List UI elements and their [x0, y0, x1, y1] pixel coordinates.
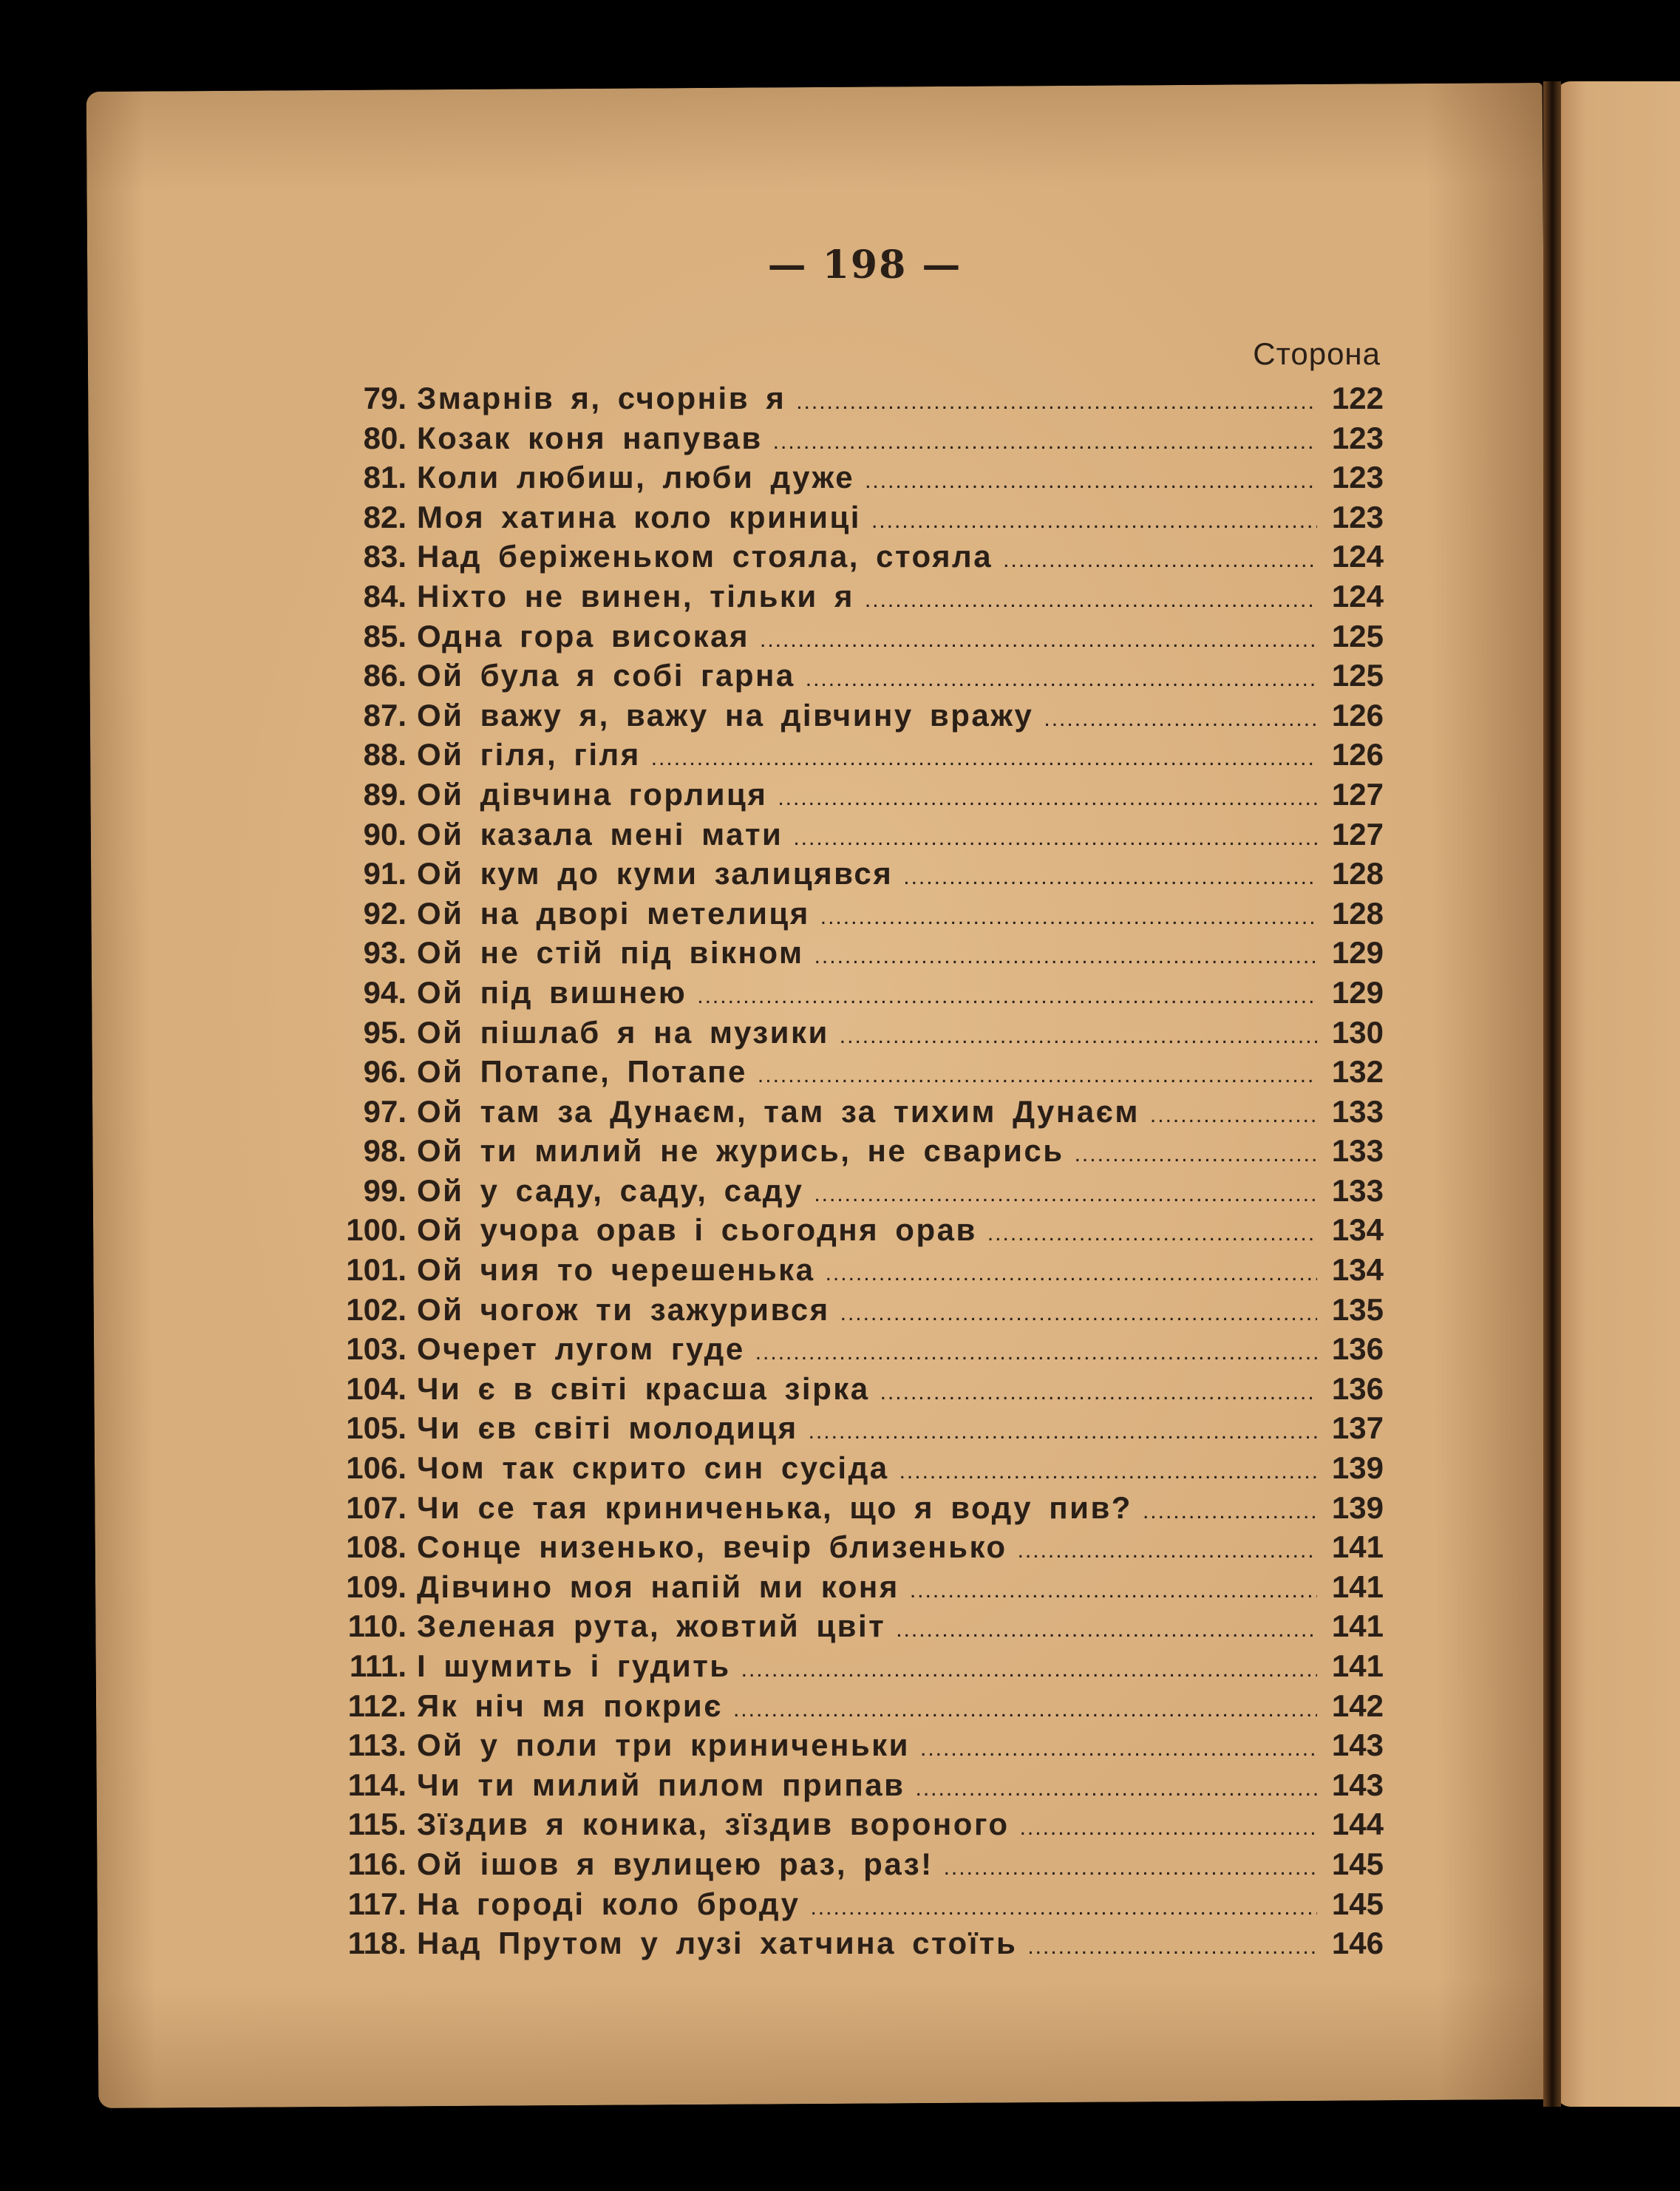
toc-entry-title: Ой чогож ти зажурився: [417, 1291, 830, 1327]
toc-entry: [340, 539, 1384, 579]
toc-entry: [340, 1926, 1384, 1966]
toc-entry-page: 123: [1331, 420, 1384, 455]
toc-dot-leader: [871, 509, 1317, 534]
toc-entry-number: 101.: [346, 1252, 407, 1288]
toc-entry-page: 128: [1331, 895, 1384, 931]
toc-dot-leader: [910, 1578, 1317, 1603]
toc-entry: [340, 1886, 1384, 1926]
toc-entry-page: 123: [1331, 499, 1384, 534]
toc-entry-page: 124: [1331, 539, 1384, 574]
toc-entry-page: 137: [1331, 1410, 1384, 1446]
toc-dot-leader: [920, 1736, 1317, 1762]
toc-entry: [340, 1609, 1384, 1648]
toc-dot-leader: [987, 1221, 1317, 1246]
toc-entry: [340, 1807, 1384, 1847]
toc-entry-page: 136: [1331, 1331, 1384, 1367]
toc-dot-leader: [809, 1419, 1317, 1444]
toc-entry-number: 97.: [363, 1093, 407, 1129]
toc-entry-title: Ой кум до куми залицявся: [417, 856, 894, 891]
toc-entry-page: 123: [1331, 460, 1384, 495]
toc-entry-number: 114.: [347, 1767, 407, 1802]
toc-entry-title: Як ніч мя покриє: [417, 1688, 723, 1723]
toc-dot-leader: [1027, 1934, 1317, 1960]
toc-entry-page: 146: [1331, 1926, 1384, 1961]
toc-entry: [340, 1173, 1384, 1213]
toc-entry: [340, 817, 1384, 857]
toc-entry-number: 80.: [363, 420, 407, 455]
toc-entry: [340, 1728, 1384, 1767]
toc-dot-leader: [826, 1261, 1317, 1286]
toc-dot-leader: [758, 1063, 1317, 1088]
toc-dot-leader: [865, 588, 1317, 613]
toc-entry: [340, 1847, 1384, 1886]
toc-entry-page: 135: [1331, 1291, 1384, 1327]
toc-entry: [340, 856, 1384, 896]
toc-entry-title: Ой гіля, гіля: [417, 737, 641, 772]
toc-entry-number: 107.: [346, 1489, 407, 1525]
toc-entry: [340, 1490, 1384, 1530]
toc-dot-leader: [903, 865, 1317, 890]
toc-entry-number: 110.: [347, 1609, 407, 1644]
toc-entry: [340, 1529, 1384, 1569]
toc-entry: [340, 1252, 1384, 1292]
toc-entry-title: Ой під вишнею: [417, 974, 687, 1010]
toc-entry-title: Ніхто не винен, тільки я: [417, 578, 854, 614]
toc-entry-number: 116.: [347, 1846, 407, 1881]
toc-entry: [340, 1569, 1384, 1609]
toc-dot-leader: [760, 628, 1317, 653]
toc-entry-number: 112.: [347, 1688, 407, 1723]
toc-entry-title: Зеленая рута, жовтий цвіт: [417, 1609, 886, 1644]
toc-entry-number: 81.: [363, 460, 407, 495]
toc-entry-title: Очерет лугом гуде: [417, 1331, 745, 1367]
toc-entry-page: 145: [1331, 1846, 1384, 1881]
toc-dot-leader: [814, 1182, 1317, 1207]
toc-entry-title: Ой була я собі гарна: [417, 658, 795, 693]
toc-entry: [340, 500, 1384, 540]
toc-entry: [340, 619, 1384, 659]
toc-entry-number: 94.: [363, 974, 407, 1010]
toc-entry-page: 142: [1331, 1688, 1384, 1723]
toc-entry: [340, 935, 1384, 975]
toc-entry-title: І шумить і гудить: [417, 1648, 731, 1683]
toc-dot-leader: [915, 1776, 1317, 1801]
toc-dot-leader: [755, 1340, 1317, 1365]
toc-entry: [340, 975, 1384, 1015]
toc-entry: [340, 1450, 1384, 1490]
toc-entry-title: Моя хатина коло криниці: [417, 499, 861, 534]
table-of-contents: [340, 381, 1384, 1966]
toc-entry-title: Козак коня напував: [417, 420, 763, 455]
toc-entry-page: 130: [1331, 1014, 1384, 1050]
toc-entry-title: Ой казала мені мати: [417, 816, 783, 852]
toc-entry: [340, 658, 1384, 698]
toc-entry-page: 134: [1331, 1212, 1384, 1248]
toc-dot-leader: [741, 1657, 1317, 1682]
toc-entry-page: 141: [1331, 1529, 1384, 1565]
toc-entry-number: 91.: [363, 856, 407, 891]
toc-entry: [340, 698, 1384, 738]
toc-dot-leader: [815, 944, 1317, 969]
toc-entry-page: 125: [1331, 658, 1384, 693]
toc-dot-leader: [651, 746, 1317, 771]
toc-entry-title: Чи се тая криниченька, що я воду пив?: [417, 1489, 1132, 1525]
toc-entry-page: 139: [1331, 1450, 1384, 1486]
toc-entry-title: Змарнів я, счорнів я: [417, 381, 786, 415]
toc-entry: [340, 737, 1384, 777]
toc-entry-page: 145: [1331, 1886, 1384, 1921]
toc-dot-leader: [896, 1617, 1317, 1643]
toc-dot-leader: [810, 1895, 1317, 1920]
toc-entry-page: 143: [1331, 1767, 1384, 1802]
toc-entry: [340, 421, 1384, 461]
toc-dot-leader: [806, 667, 1317, 692]
toc-dot-leader: [697, 984, 1317, 1009]
toc-entry-number: 115.: [347, 1807, 407, 1842]
toc-entry-number: 105.: [346, 1410, 407, 1446]
toc-dot-leader: [899, 1459, 1317, 1484]
toc-entry-page: 133: [1331, 1133, 1384, 1169]
toc-entry-number: 113.: [347, 1728, 407, 1763]
toc-dot-leader: [1075, 1142, 1317, 1167]
toc-entry-page: 129: [1331, 935, 1384, 971]
toc-entry-number: 92.: [363, 895, 407, 931]
toc-entry-number: 111.: [349, 1648, 407, 1683]
toc-entry-page: 125: [1331, 618, 1384, 653]
toc-entry-title: Чи ти милий пилом припав: [417, 1767, 905, 1802]
toc-entry-title: Ой у поли три криниченьки: [417, 1728, 910, 1763]
toc-entry: [340, 1767, 1384, 1807]
toc-entry-page: 129: [1331, 974, 1384, 1010]
toc-entry: [340, 896, 1384, 936]
toc-entry: [340, 1688, 1384, 1728]
toc-entry-title: На городі коло броду: [417, 1886, 800, 1921]
toc-entry: [340, 460, 1384, 500]
toc-entry-title: Ой у саду, саду, саду: [417, 1172, 804, 1208]
toc-entry-title: Над Прутом у лузі хатчина стоїть: [417, 1926, 1018, 1961]
toc-entry: [340, 1410, 1384, 1450]
toc-entry-title: Ой дівчина горлиця: [417, 776, 768, 812]
toc-dot-leader: [796, 390, 1317, 415]
toc-dot-leader: [944, 1855, 1317, 1881]
toc-entry-page: 141: [1331, 1609, 1384, 1644]
toc-entry-title: Ой ішов я вулицею раз, раз!: [417, 1846, 933, 1881]
toc-entry: [340, 1648, 1384, 1688]
toc-dot-leader: [865, 469, 1317, 494]
toc-entry: [340, 1331, 1384, 1371]
toc-entry-number: 96.: [363, 1054, 407, 1090]
toc-entry-title: Зїздив я коника, зїздив вороного: [417, 1807, 1010, 1842]
toc-entry-number: 87.: [363, 697, 407, 733]
toc-entry-title: Ой Потапе, Потапе: [417, 1054, 747, 1090]
toc-entry: [340, 1054, 1384, 1094]
toc-entry-number: 93.: [363, 935, 407, 971]
toc-entry-number: 118.: [347, 1926, 407, 1961]
toc-entry-page: 144: [1331, 1807, 1384, 1842]
toc-dot-leader: [880, 1380, 1317, 1405]
toc-entry-number: 85.: [363, 618, 407, 653]
toc-dot-leader: [1143, 1499, 1317, 1524]
toc-entry: [340, 1094, 1384, 1134]
toc-entry-number: 98.: [363, 1133, 407, 1169]
toc-entry-number: 106.: [346, 1450, 407, 1486]
toc-entry-title: Ой там за Дунаєм, там за тихим Дунаєм: [417, 1093, 1140, 1129]
toc-entry-number: 79.: [363, 381, 407, 415]
toc-dot-leader: [733, 1697, 1317, 1722]
toc-entry-page: 143: [1331, 1728, 1384, 1763]
toc-entry-title: Ой не стій під вікном: [417, 935, 804, 971]
toc-entry-number: 103.: [346, 1331, 407, 1367]
toc-entry: [340, 1133, 1384, 1173]
toc-entry-number: 86.: [363, 658, 407, 693]
toc-entry-number: 117.: [347, 1886, 407, 1921]
toc-entry-number: 99.: [363, 1172, 407, 1208]
toc-entry-page: 127: [1331, 816, 1384, 852]
toc-entry-page: 128: [1331, 856, 1384, 891]
toc-dot-leader: [1044, 707, 1317, 732]
toc-entry-page: 141: [1331, 1569, 1384, 1604]
toc-entry: [340, 579, 1384, 619]
toc-entry-page: 133: [1331, 1172, 1384, 1208]
toc-entry: [340, 1292, 1384, 1332]
toc-entry-number: 109.: [346, 1569, 407, 1604]
toc-entry-title: Ой пішлаб я на музики: [417, 1014, 829, 1050]
toc-entry-title: Одна гора високая: [417, 618, 749, 653]
toc-entry-title: Чи єв світі молодиця: [417, 1410, 798, 1446]
toc-dot-leader: [1018, 1538, 1317, 1563]
toc-entry-number: 82.: [363, 499, 407, 534]
toc-entry-page: 133: [1331, 1093, 1384, 1129]
toc-entry-number: 104.: [346, 1370, 407, 1406]
toc-entry-page: 141: [1331, 1648, 1384, 1683]
toc-entry-title: Над беріженьком стояла, стояла: [417, 539, 993, 574]
toc-entry-title: Чи є в світі красша зірка: [417, 1370, 870, 1406]
toc-entry: [340, 1371, 1384, 1411]
toc-entry-page: 139: [1331, 1489, 1384, 1525]
toc-entry-page: 126: [1331, 737, 1384, 772]
toc-entry: [340, 381, 1384, 421]
toc-dot-leader: [793, 826, 1317, 851]
toc-dot-leader: [1150, 1103, 1317, 1128]
toc-entry-number: 108.: [346, 1529, 407, 1565]
toc-entry-number: 84.: [363, 578, 407, 614]
toc-entry-number: 83.: [363, 539, 407, 574]
toc-dot-leader: [773, 429, 1317, 455]
toc-entry-page: 127: [1331, 776, 1384, 812]
toc-dot-leader: [840, 1301, 1317, 1326]
toc-entry-page: 124: [1331, 578, 1384, 614]
toc-dot-leader: [1020, 1815, 1317, 1841]
toc-entry-page: 122: [1331, 381, 1384, 415]
toc-entry-title: Ой важу я, важу на дівчину вражу: [417, 697, 1034, 733]
page-column-header: Сторона: [1253, 336, 1381, 371]
toc-entry-number: 90.: [363, 816, 407, 852]
toc-entry-page: 132: [1331, 1054, 1384, 1090]
toc-entry-title: Ой на дворі метелиця: [417, 895, 810, 931]
toc-entry-number: 102.: [346, 1291, 407, 1327]
toc-entry: [340, 1212, 1384, 1252]
page-number: — 198 —: [767, 242, 962, 288]
toc-entry-title: Ой ти милий не журись, не сварись: [417, 1133, 1064, 1169]
toc-entry-number: 88.: [363, 737, 407, 772]
toc-entry: [340, 1015, 1384, 1055]
toc-entry-title: Сонце низенько, вечір близенько: [417, 1529, 1007, 1565]
toc-entry-title: Чом так скрито син сусіда: [417, 1450, 889, 1486]
toc-entry-page: 134: [1331, 1252, 1384, 1288]
toc-entry-number: 89.: [363, 776, 407, 812]
toc-entry-number: 95.: [363, 1014, 407, 1050]
toc-entry-page: 126: [1331, 697, 1384, 733]
toc-entry-page: 136: [1331, 1370, 1384, 1406]
toc-dot-leader: [778, 786, 1317, 811]
toc-dot-leader: [840, 1024, 1317, 1049]
toc-dot-leader: [820, 905, 1317, 930]
toc-entry-title: Коли любиш, люби дуже: [417, 460, 855, 495]
toc-dot-leader: [1003, 548, 1317, 573]
toc-entry-title: Дівчино моя напій ми коня: [417, 1569, 899, 1604]
toc-entry-number: 100.: [346, 1212, 407, 1248]
toc-entry: [340, 777, 1384, 817]
toc-entry-title: Ой чия то черешенька: [417, 1252, 815, 1288]
toc-entry-title: Ой учора орав і сьогодня орав: [417, 1212, 977, 1248]
